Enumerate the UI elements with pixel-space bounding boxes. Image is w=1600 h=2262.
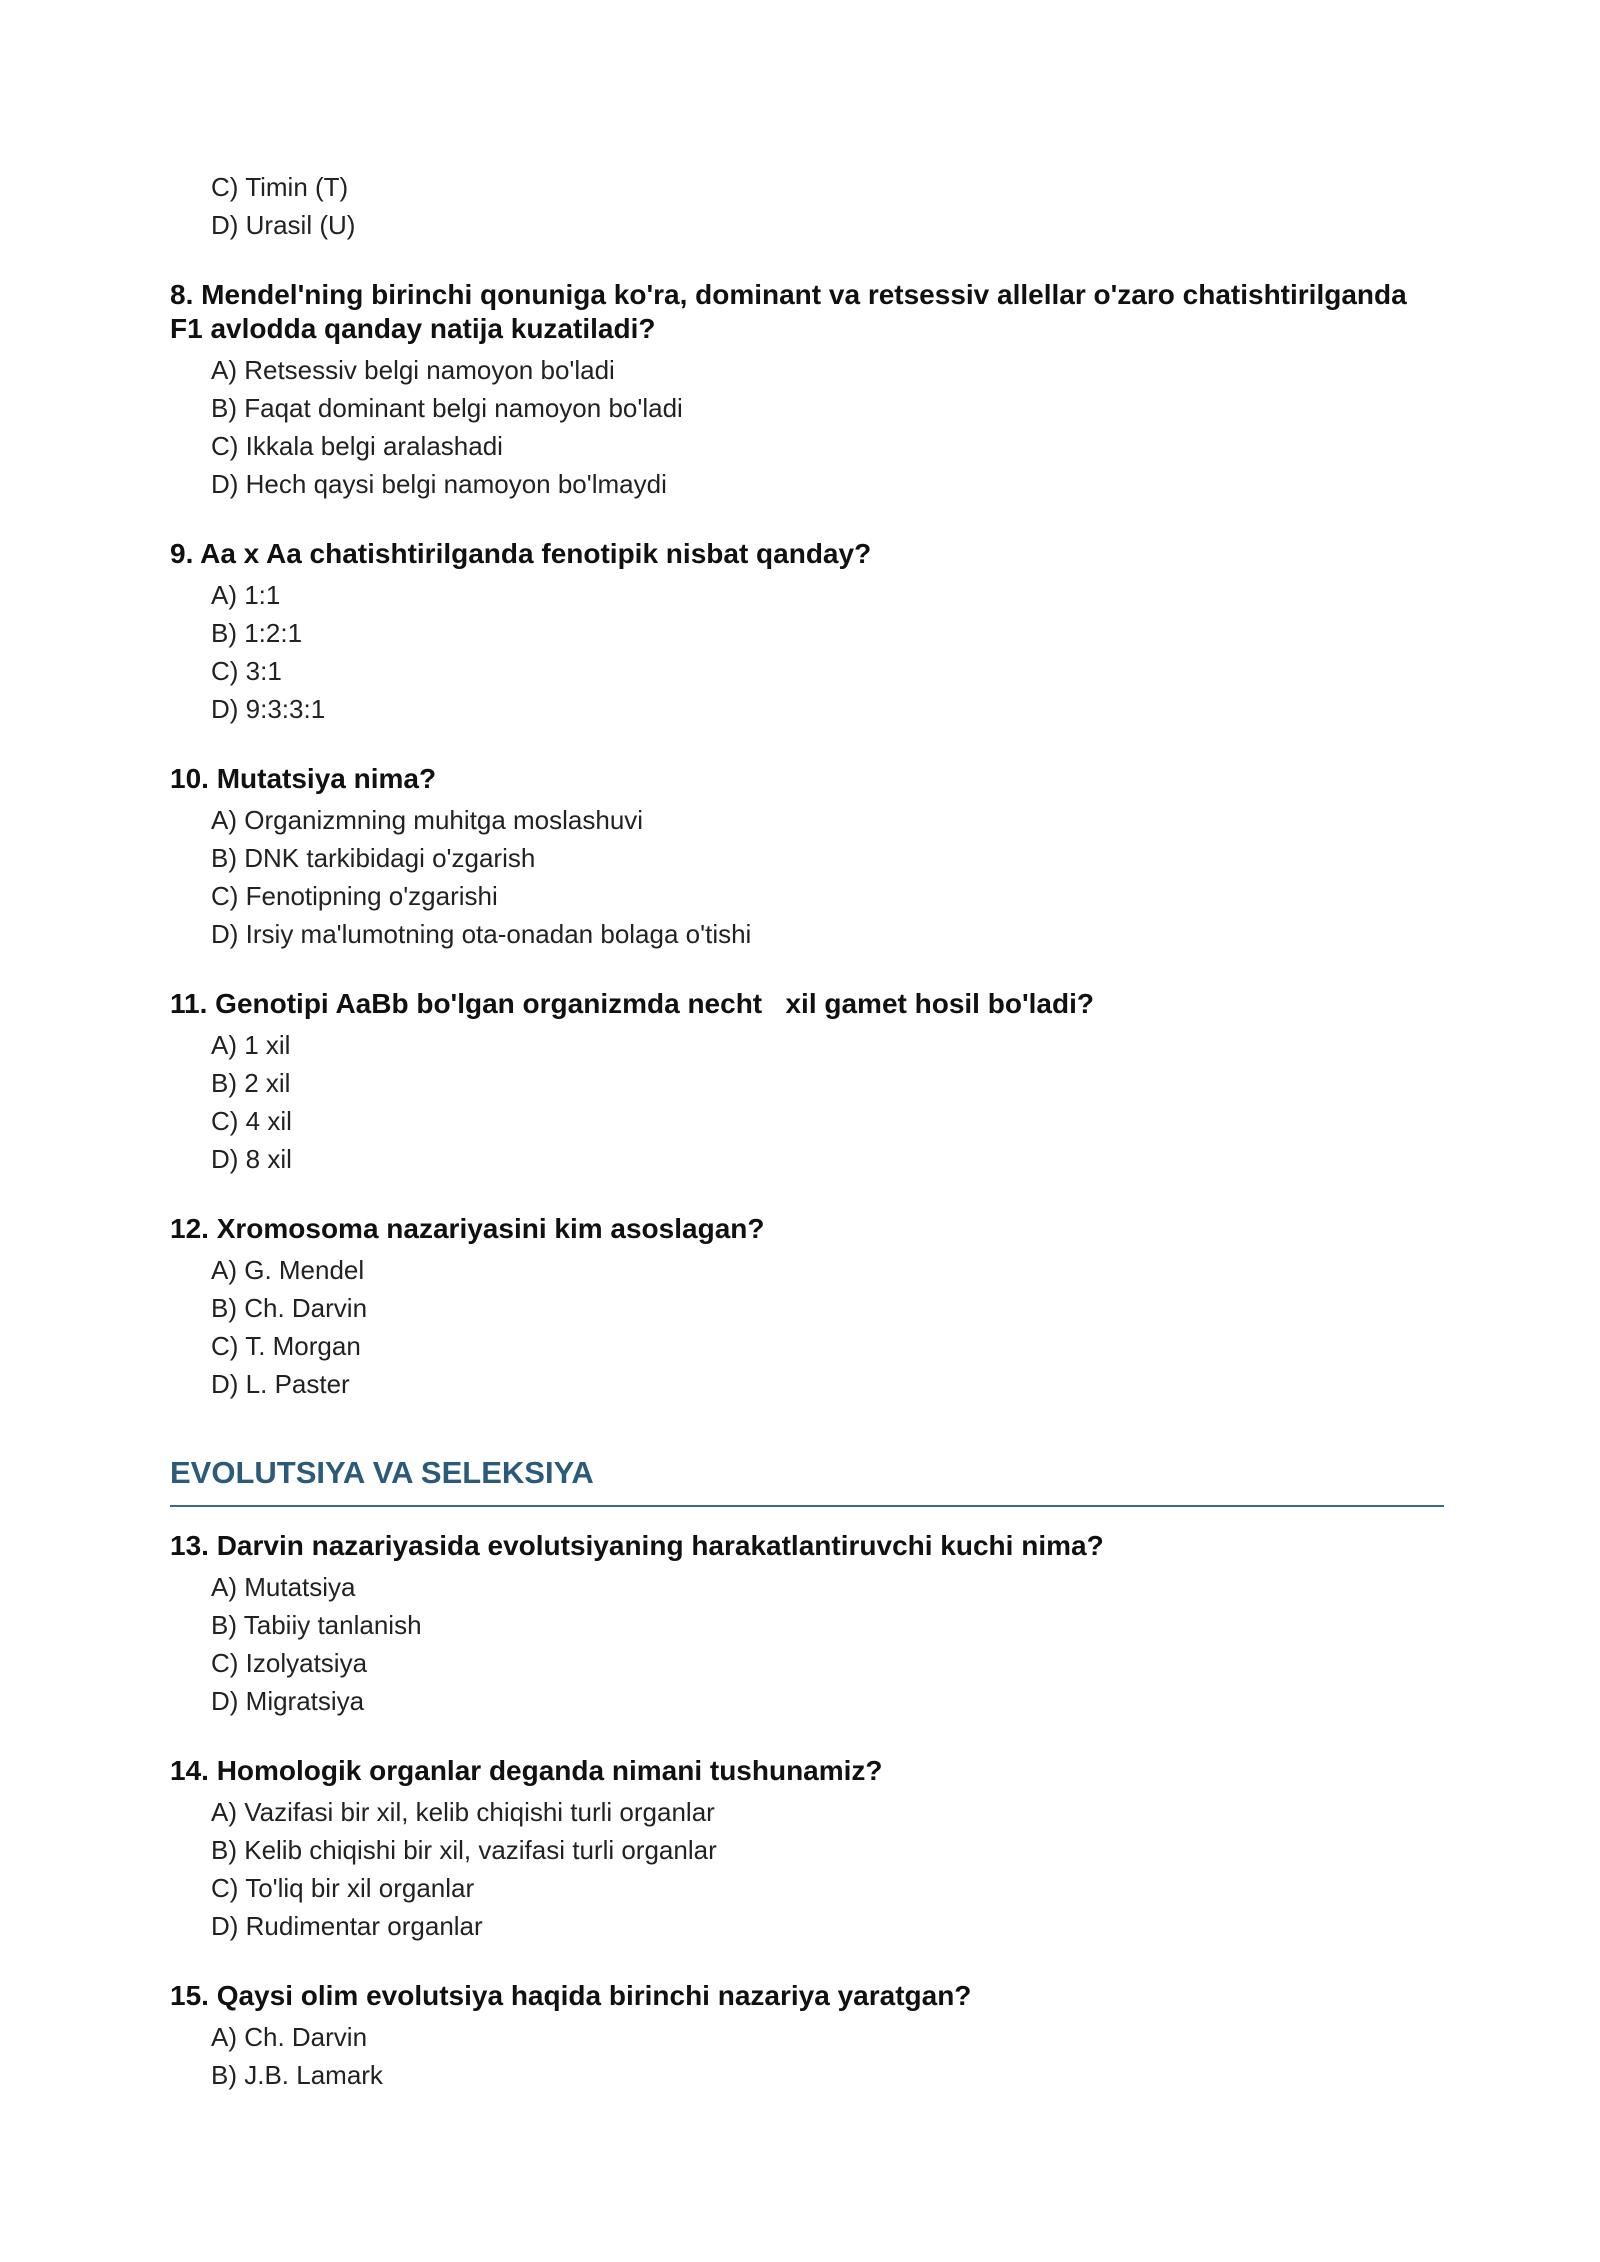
question-title: 9. Aa x Aa chatishtirilganda fenotipik nisbat qanday? [170, 538, 872, 569]
option-d: D) 8 xil [211, 1144, 292, 1174]
question-options [170, 351, 1444, 503]
option-c: C) Timin (T) [211, 172, 349, 202]
question-9 [170, 537, 1444, 728]
document-page [170, 168, 1444, 2128]
option-c: C) 4 xil [211, 1106, 292, 1136]
question-12 [170, 1212, 1444, 1403]
option-a: A) Retsessiv belgi namoyon bo'ladi [211, 355, 615, 385]
question-10 [170, 762, 1444, 953]
option-c: C) 3:1 [211, 656, 282, 686]
option-a: A) Vazifasi bir xil, kelib chiqishi turli organlar [211, 1797, 715, 1827]
option-a: A) G. Mendel [211, 1255, 365, 1285]
option-b: B) 2 xil [211, 1068, 291, 1098]
option-a: A) Ch. Darvin [211, 2022, 368, 2052]
question-options [170, 1568, 1444, 1720]
option-d: D) Hech qaysi belgi namoyon bo'lmaydi [211, 469, 667, 499]
option-b: B) Kelib chiqishi bir xil, vazifasi turli organlar [211, 1835, 717, 1865]
option-a: A) Organizmning muhitga moslashuvi [211, 805, 644, 835]
option-b: B) J.B. Lamark [211, 2060, 383, 2090]
option-b: B) Ch. Darvin [211, 1293, 368, 1323]
question-title: 11. Genotipi AaBb bo'lgan organizmda necht xil gamet hosil bo'ladi? [170, 988, 1094, 1019]
question-options [170, 1251, 1444, 1403]
option-b: B) DNK tarkibidagi o'zgarish [211, 843, 536, 873]
option-c: C) T. Morgan [211, 1331, 361, 1361]
option-d: D) Migratsiya [211, 1686, 365, 1716]
option-b: B) Tabiiy tanlanish [211, 1610, 422, 1640]
question-15 [170, 1979, 1444, 2094]
question-options [170, 1793, 1444, 1945]
question-options [170, 576, 1444, 728]
question-title: 8. Mendel'ning birinchi qonuniga ko'ra, dominant va retsessiv allellar o'zaro chatishtirilganda F1 avlodda qanday natija kuzatiladi? [170, 279, 1407, 344]
option-d: D) Urasil (U) [211, 210, 356, 240]
option-b: B) 1:2:1 [211, 618, 303, 648]
question-options [170, 1026, 1444, 1178]
question-title: 13. Darvin nazariyasida evolutsiyaning harakatlantiruvchi kuchi nima? [170, 1530, 1104, 1561]
continued-question [170, 168, 1444, 244]
option-a: A) Mutatsiya [211, 1572, 356, 1602]
question-title: 10. Mutatsiya nima? [170, 763, 437, 794]
question-title: 12. Xromosoma nazariyasini kim asoslagan? [170, 1213, 765, 1244]
option-d: D) Irsiy ma'lumotning ota-onadan bolaga o'tishi [211, 919, 752, 949]
option-c: C) Ikkala belgi aralashadi [211, 431, 503, 461]
question-title: 14. Homologik organlar deganda nimani tushunamiz? [170, 1755, 883, 1786]
question-14 [170, 1754, 1444, 1945]
question-title: 15. Qaysi olim evolutsiya haqida birinchi nazariya yaratgan? [170, 1980, 972, 2011]
section-heading: EVOLUTSIYA VA SELEKSIYA [170, 1453, 1444, 1507]
question-options [170, 2018, 1444, 2094]
option-c: C) Fenotipning o'zgarishi [211, 881, 498, 911]
option-d: D) Rudimentar organlar [211, 1911, 483, 1941]
question-options [170, 801, 1444, 953]
option-d: D) L. Paster [211, 1369, 350, 1399]
continued-options [170, 168, 1444, 244]
question-13 [170, 1529, 1444, 1720]
option-c: C) To'liq bir xil organlar [211, 1873, 475, 1903]
question-8 [170, 278, 1444, 503]
option-a: A) 1 xil [211, 1030, 291, 1060]
option-c: C) Izolyatsiya [211, 1648, 368, 1678]
question-11 [170, 987, 1444, 1178]
option-d: D) 9:3:3:1 [211, 694, 326, 724]
option-a: A) 1:1 [211, 580, 281, 610]
option-b: B) Faqat dominant belgi namoyon bo'ladi [211, 393, 683, 423]
